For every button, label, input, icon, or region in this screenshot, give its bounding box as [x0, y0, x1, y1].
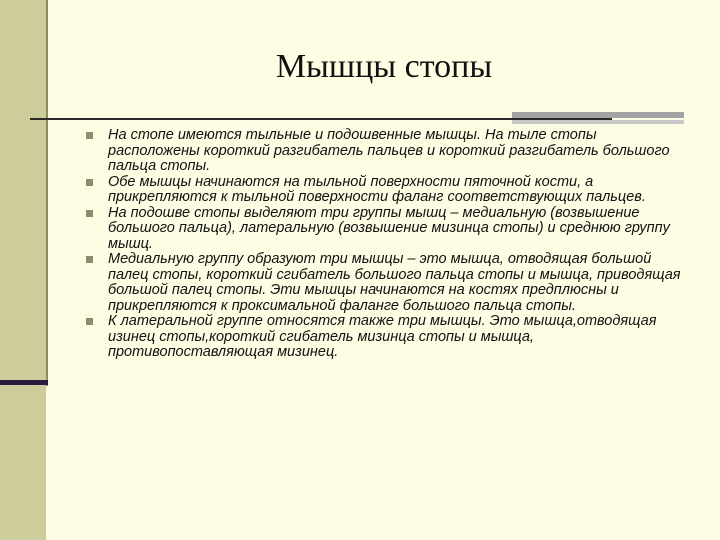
bullet-text: На стопе имеются тыльные и подошвенные мышцы. На тыле стопы расположены короткий разгибатель пальцев и короткий разгибатель большого пальца стопы. [108, 127, 670, 174]
square-bullet-icon [86, 318, 93, 325]
bullet-list [86, 128, 686, 361]
left-bar-marker [0, 380, 48, 385]
bullet-text: Медиальную группу образуют три мышцы – это мышца, отводящая большой палец стопы, короткий сгибатель большого пальца стопы и мышца, приводящая большой палец стопы. Эти мышцы начинаются на костях предплюсны и прикрепляются к проксимальной фаланге большого пальца стопы. [108, 251, 681, 314]
title-accent-bar [512, 112, 684, 118]
slide-title: Мышцы стопы [275, 48, 493, 85]
title-accent-bar-shadow [512, 120, 684, 124]
bullet-item [86, 314, 686, 361]
bullet-item [86, 252, 686, 314]
bullet-item [86, 128, 686, 175]
square-bullet-icon [86, 210, 93, 217]
left-decorative-bar [0, 0, 46, 540]
square-bullet-icon [86, 132, 93, 139]
bullet-item [86, 206, 686, 253]
bullet-item [86, 175, 686, 206]
bullet-text: К латеральной группе относятся также три мышцы. Это мышца,отводящая изинец стопы,короткий сгибатель мизинца стопы и мышца, противопоставляющая мизинец. [108, 313, 657, 360]
square-bullet-icon [86, 256, 93, 263]
square-bullet-icon [86, 179, 93, 186]
bullet-text: На подошве стопы выделяют три группы мышц – медиальную (возвышение большого пальца), латеральную (возвышение мизинца стопы) и среднюю группу мышц. [108, 204, 670, 252]
bullet-text: Обе мышцы начинаются на тыльной поверхности пяточной кости, а прикрепляются к тыльной поверхности фаланг соответствующих пальцев. [108, 173, 646, 205]
